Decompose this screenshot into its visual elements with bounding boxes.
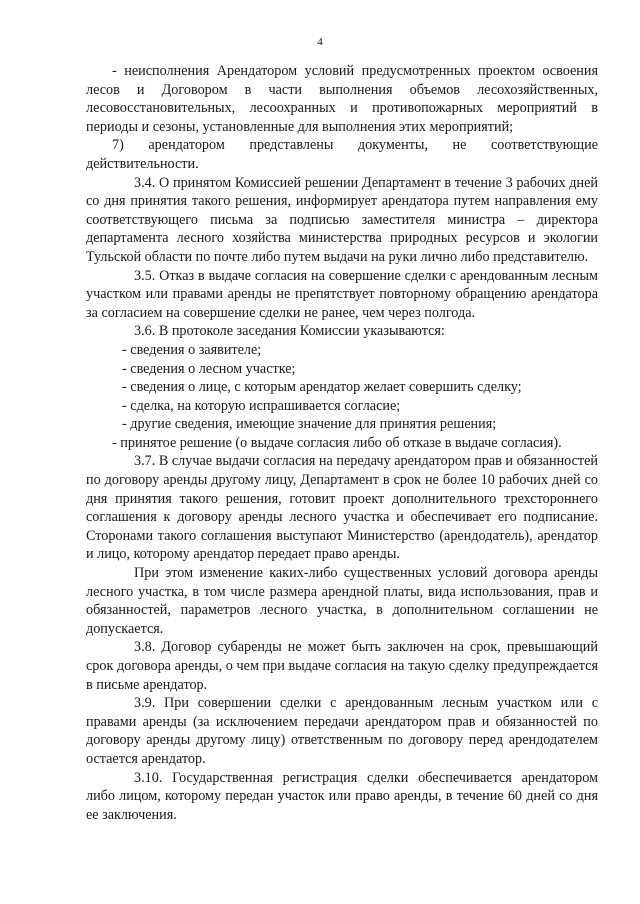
list-item-other-info: - другие сведения, имеющие значение для принятия решения; — [122, 416, 497, 433]
list-item-decision: - принятое решение (о выдаче согласия либо об отказе в выдаче согласия). — [112, 434, 562, 451]
document-body — [86, 62, 598, 824]
paragraph-item-7: 7) арендатором представлены документы, не соответствующие действительности. — [86, 137, 598, 172]
list-item-requested-deal: - сделка, на которую испрашивается согласие; — [122, 397, 401, 414]
paragraph-3-6: 3.6. В протоколе заседания Комиссии указываются: — [134, 323, 445, 340]
paragraph-3-10: 3.10. Государственная регистрация сделки обеспечивается арендатором либо лицом, которому передан участок или право аренды, в течение 60 дней со дня ее заключения. — [86, 769, 598, 823]
paragraph-3-4: 3.4. О принятом Комиссией решении Департамент в течение 3 рабочих дней со дня принятия такого решения, информирует арендатора путем направления ему соответствующего письма за подписью заместителя министра – директора департамента лесного хозяйства министерства природных ресурсов и экологии Тульской области по почте либо путем выдачи на руки лично либо представителю. — [86, 174, 598, 265]
paragraph-nonfulfillment-clause: - неисполнения Арендатором условий предусмотренных проектом освоения лесов и Договором в части выполнения объемов лесохозяйственных, лесовосстановительных, лесоохранных и противопожарных мероприятий в периоды и сезоны, установленные для выполнения этих мероприятий; — [86, 63, 598, 135]
list-item-land-plot-info: - сведения о лесном участке; — [122, 360, 296, 377]
paragraph-3-7-note: При этом изменение каких-либо существенных условий договора аренды лесного участка, в том числе размера арендной платы, вида использования, прав и обязанностей, параметров лесного участка, в дополнительном соглашении не допускается. — [86, 565, 598, 637]
paragraph-3-9: 3.9. При совершении сделки с арендованным лесным участком или с правами аренды (за исключением передачи арендатором прав и обязанностей по договору аренды другому лицу) ответственным по договору перед арендодателем остается арендатор. — [86, 695, 598, 767]
list-item-applicant-info: - сведения о заявителе; — [122, 341, 262, 358]
paragraph-3-8: 3.8. Договор субаренды не может быть заключен на срок, превышающий срок договора аренды, о чем при выдаче согласия на такую сделку предупреждается в письме арендатор. — [86, 639, 598, 693]
paragraph-3-5: 3.5. Отказ в выдаче согласия на совершение сделки с арендованным лесным участком или правами аренды не препятствует повторному обращению арендатора за согласием на совершение сделки не ранее, чем через полгода. — [86, 267, 598, 321]
list-item-counterparty-info: - сведения о лице, с которым арендатор желает совершить сделку; — [122, 379, 522, 396]
page-number: 4 — [317, 36, 323, 48]
paragraph-3-7: 3.7. В случае выдачи согласия на передачу арендатором прав и обязанностей по договору аренды другому лицу, Департамент в срок не более 10 рабочих дней со дня принятия такого решения, готовит проект дополнительного трехстороннего соглашения к договору аренды лесного участка и обеспечивает его подписание. Сторонами такого соглашения выступают Министерство (арендодатель), арендатор и лицо, которому арендатор передает право аренды. — [86, 453, 598, 563]
